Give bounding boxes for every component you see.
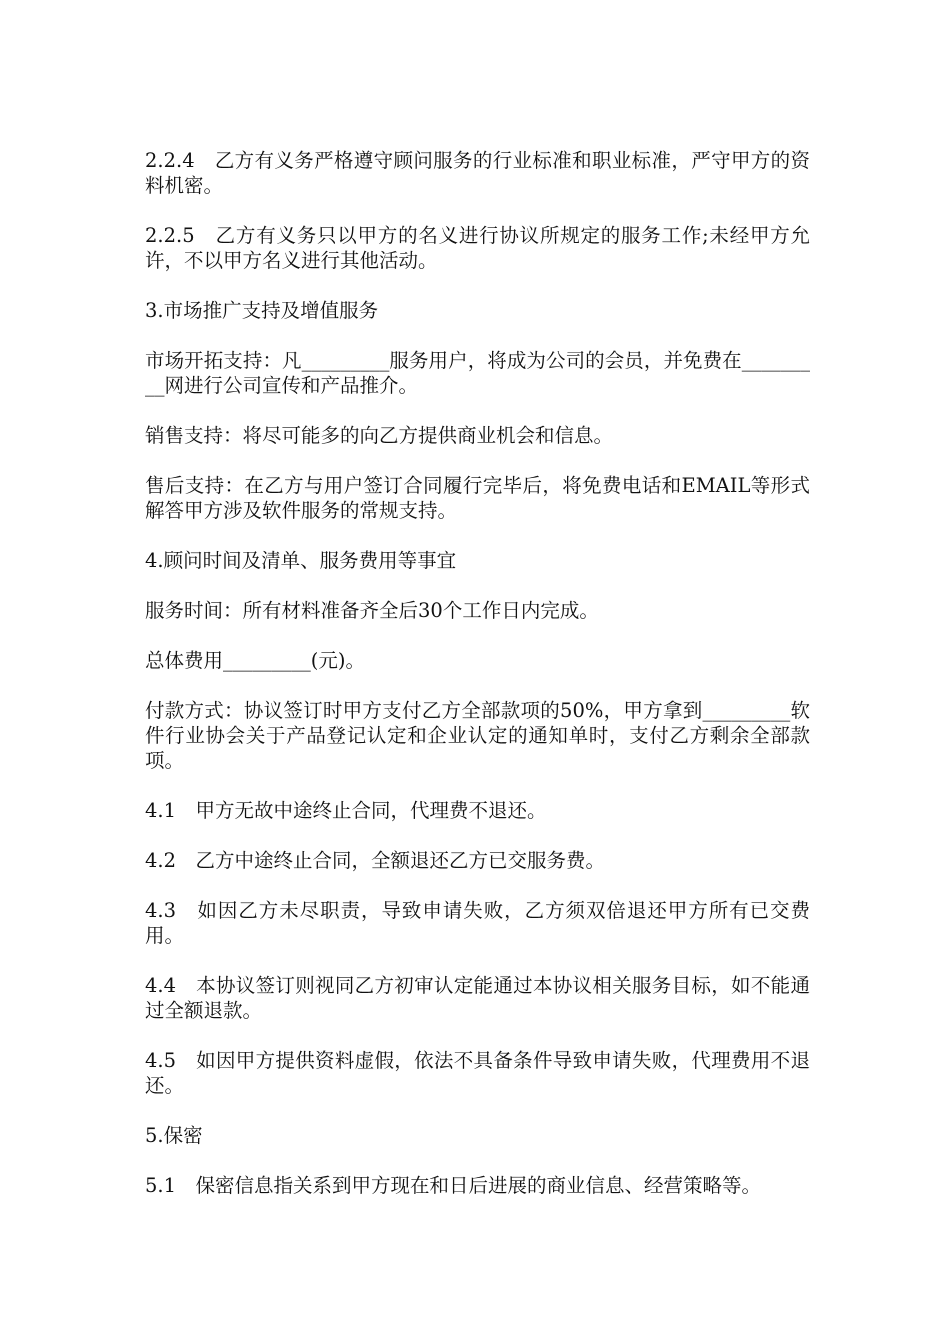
clause-2-2-4: 2.2.4 乙方有义务严格遵守顾问服务的行业标准和职业标准，严守甲方的资料机密。: [145, 149, 810, 197]
clause-4-4: 4.4 本协议签订则视同乙方初审认定能通过本协议相关服务目标，如不能通过全额退款。: [145, 974, 810, 1022]
market-support-paragraph: 市场开拓支持：凡_________服务用户，将成为公司的会员，并免费在_________网进行公司宣传和产品推介。: [145, 349, 810, 397]
clause-4-5: 4.5 如因甲方提供资料虚假，依法不具备条件导致申请失败，代理费用不退还。: [145, 1049, 810, 1097]
clause-4-2: 4.2 乙方中途终止合同，全额退还乙方已交服务费。: [145, 849, 606, 872]
clause-4-3: 4.3 如因乙方未尽职责，导致申请失败，乙方须双倍退还甲方所有已交费用。: [145, 899, 810, 947]
clause-2-2-5: 2.2.5 乙方有义务只以甲方的名义进行协议所规定的服务工作;未经甲方允许，不以甲方名义进行其他活动。: [145, 224, 810, 272]
section-heading-4: 4.顾问时间及清单、服务费用等事宜: [145, 549, 457, 572]
section-heading-3: 3.市场推广支持及增值服务: [145, 299, 379, 322]
after-sales-support-paragraph: 售后支持：在乙方与用户签订合同履行完毕后，将免费电话和EMAIL等形式解答甲方涉及软件服务的常规支持。: [145, 474, 810, 522]
total-fee-paragraph: 总体费用_________(元)。: [145, 649, 365, 672]
clause-4-1: 4.1 甲方无故中途终止合同，代理费不退还。: [145, 799, 547, 822]
payment-method-paragraph: 付款方式：协议签订时甲方支付乙方全部款项的50%，甲方拿到_________软件行业协会关于产品登记认定和企业认定的通知单时，支付乙方剩余全部款项。: [145, 699, 810, 772]
section-heading-5: 5.保密: [145, 1124, 203, 1147]
service-time-paragraph: 服务时间：所有材料准备齐全后30个工作日内完成。: [145, 599, 599, 622]
clause-5-1: 5.1 保密信息指关系到甲方现在和日后进展的商业信息、经营策略等。: [145, 1174, 762, 1197]
document-body: [145, 148, 810, 1223]
sales-support-paragraph: 销售支持：将尽可能多的向乙方提供商业机会和信息。: [145, 424, 614, 447]
